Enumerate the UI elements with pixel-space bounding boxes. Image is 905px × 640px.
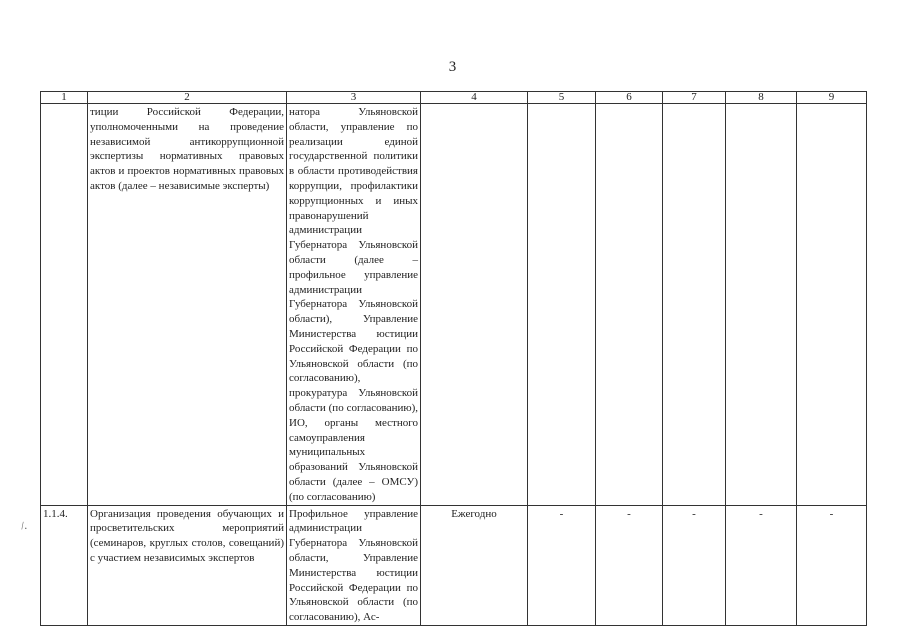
responsible-cell: натора Ульяновской области, управление по реализации единой государственной политики в области противодействия коррупции, профилактики коррупционных и иных правонарушений администрации Губернатора Ульяновской области (далее – профильное управление администрации Губернатора Ульяновской области), Управление Министерства юстиции Российской Федерации по Ульяновской области (по согласованию), прокуратура Ульяновской области (по согласованию), ИО, органы местного самоуправления муниципальных образований Ульяновской области (далее – ОМСУ) (по согласованию): [287, 104, 421, 506]
value-cell: [528, 104, 596, 506]
value-cell: [726, 104, 797, 506]
column-numbers-row: [41, 92, 867, 104]
period-cell: Ежегодно: [421, 505, 528, 625]
column-number: 2: [88, 92, 287, 104]
value-cell: -: [797, 505, 867, 625]
event-description-cell: Организация проведения обучающих и просветительских мероприятий (семинаров, круглых столов, совещаний) с участием независимых экспертов: [88, 505, 287, 625]
column-number: 8: [726, 92, 797, 104]
column-number: 7: [663, 92, 726, 104]
value-cell: -: [726, 505, 797, 625]
page-number: 3: [448, 59, 457, 75]
margin-mark: /.: [20, 519, 28, 533]
column-number: 9: [797, 92, 867, 104]
value-cell: -: [528, 505, 596, 625]
column-number: 5: [528, 92, 596, 104]
column-number: 1: [41, 92, 88, 104]
responsible-cell: Профильное управление администрации Губернатора Ульяновской области, Управление Министерства юстиции Российской Федерации по Ульяновской области (по согласованию), Ас-: [287, 505, 421, 625]
table-row: [41, 505, 867, 625]
value-cell: [797, 104, 867, 506]
value-cell: -: [663, 505, 726, 625]
period-cell: [421, 104, 528, 506]
column-number: 6: [596, 92, 663, 104]
value-cell: [663, 104, 726, 506]
value-cell: -: [596, 505, 663, 625]
event-description-cell: тиции Российской Федерации, уполномоченными на проведение независимой антикоррупционной экспертизы нормативных правовых актов и проектов нормативных правовых актов (далее – независимые эксперты): [88, 104, 287, 506]
column-number: 3: [287, 92, 421, 104]
value-cell: [596, 104, 663, 506]
item-number-cell: [41, 104, 88, 506]
item-number-cell: 1.1.4.: [41, 505, 88, 625]
table-row: [41, 104, 867, 506]
column-number: 4: [421, 92, 528, 104]
plan-table: [40, 91, 867, 626]
